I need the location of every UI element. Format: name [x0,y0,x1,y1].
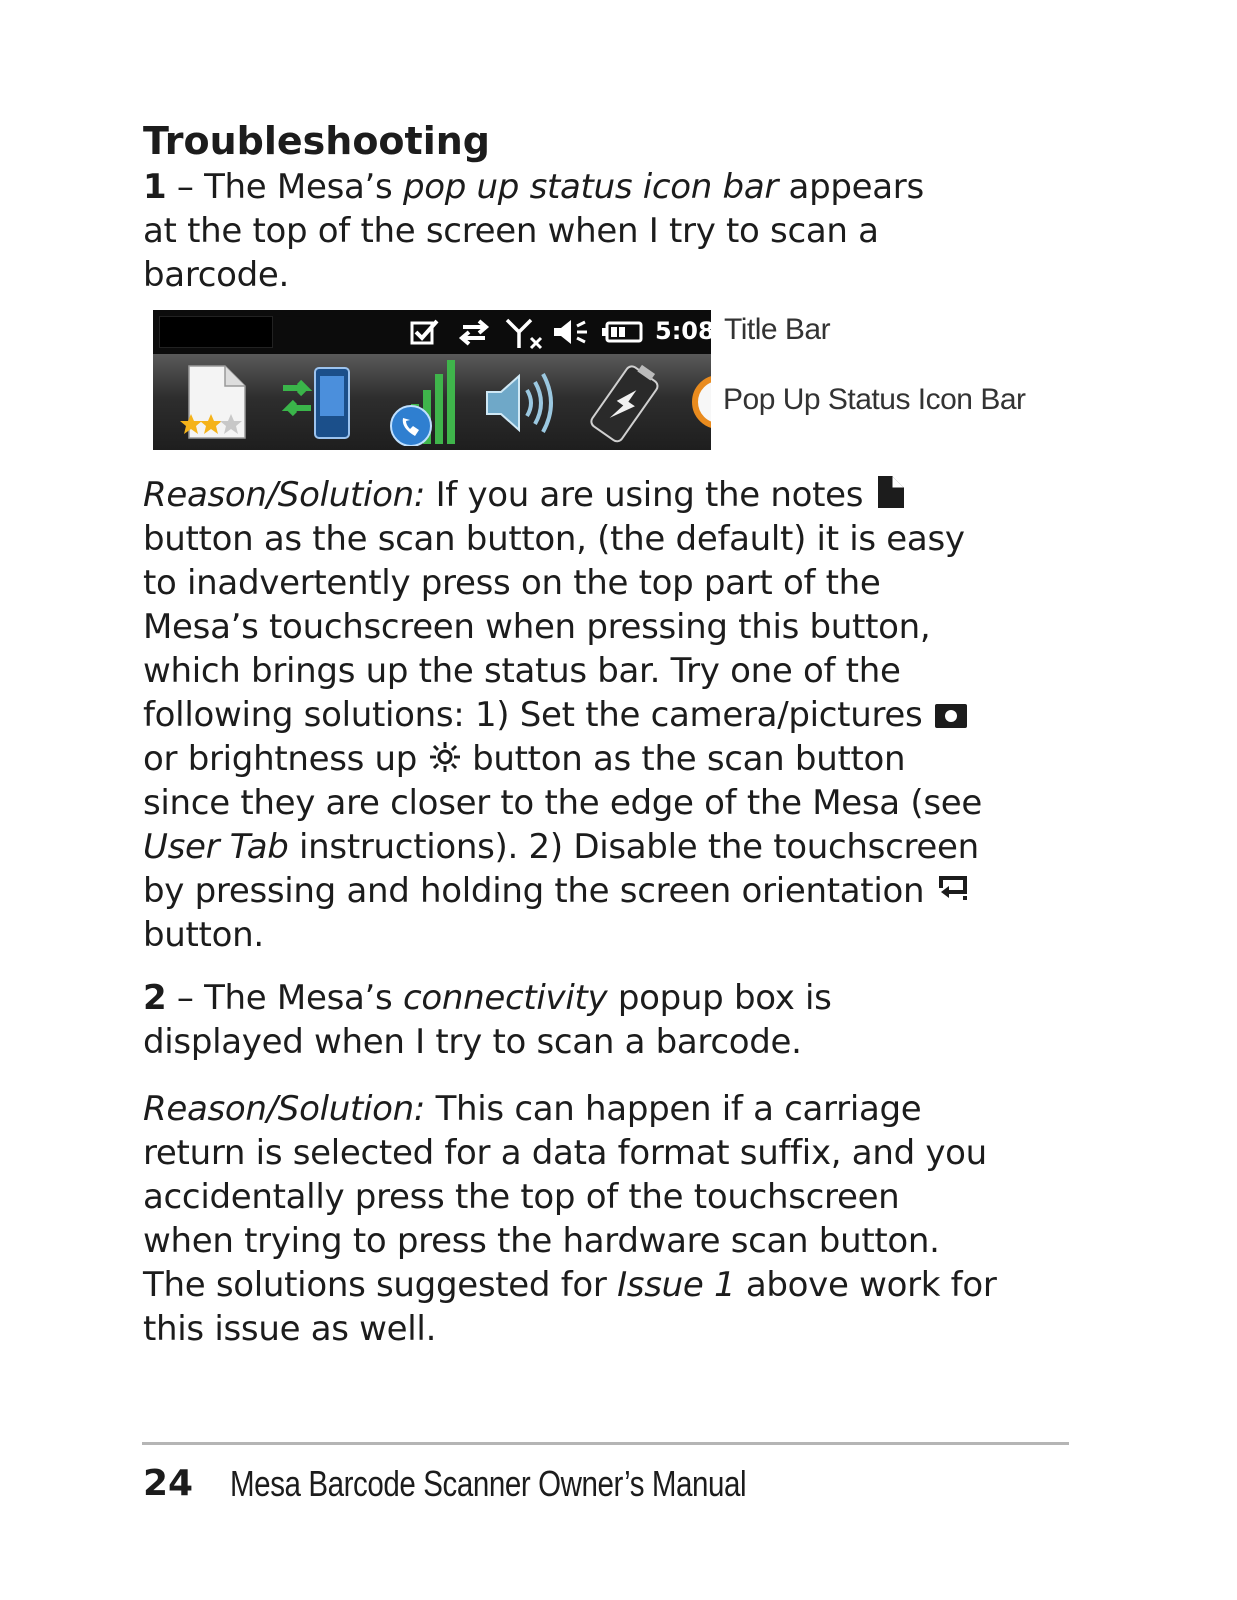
no-signal-icon [505,318,545,350]
brightness-icon [428,740,462,774]
issue-2-solution [143,1087,1088,1351]
text-emphasis: Reason/Solution: [143,1089,426,1129]
title-bar-label: Title Bar [724,313,831,346]
text-line: button as the scan button, (the default) it is easy [143,519,965,559]
text: The solutions suggested for [143,1265,618,1305]
text-line: at the top of the screen when I try to scan a [143,211,879,251]
text-line: barcode. [143,255,290,295]
text-line: which brings up the status bar. Try one of the [143,651,901,691]
text: button as the scan button [461,739,906,779]
text: – The Mesa’s [166,167,403,207]
text-emphasis: Reason/Solution: [143,475,426,515]
issue-number: 2 [143,978,167,1018]
text-line: when trying to press the hardware scan button. [143,1221,940,1261]
text: or brightness up [143,739,418,779]
issue-2-question [143,976,1088,1064]
text-line: since they are closer to the edge of the Mesa (see [143,783,982,823]
sync-arrows-icon [455,318,493,346]
text-emphasis: connectivity [402,978,608,1018]
connectivity-icon [281,362,361,444]
text-line: return is selected for a data format suffix, and you [143,1133,987,1173]
manual-title: Mesa Barcode Scanner Owner’s Manual [230,1463,747,1504]
pop-up-status-icon-bar-label: Pop Up Status Icon Bar [723,383,1026,416]
text-emphasis: User Tab [143,827,289,867]
partial-clock-icon [691,374,711,430]
issue-1-question [143,165,1088,297]
text: appears [778,167,924,207]
text-line: button. [143,915,264,955]
text-line: this issue as well. [143,1309,437,1349]
text: popup box is [607,978,832,1018]
footer-divider [142,1442,1069,1445]
text-line: to inadvertently press on the top part of the [143,563,881,603]
phone-signal-icon [385,358,457,446]
issue-number: 1 [143,167,167,207]
issue-1-solution [143,473,1088,957]
text-line: Mesa’s touchscreen when pressing this button, [143,607,931,647]
text: by pressing and holding the screen orientation [143,871,925,911]
status-bar-screenshot [153,310,715,450]
text-line: accidentally press the top of the touchscreen [143,1177,900,1217]
clock: 5:08 [655,317,715,345]
redacted-area [159,316,273,348]
section-heading: Troubleshooting [143,119,490,163]
battery-icon [601,318,645,346]
text: This can happen if a carriage [425,1089,922,1129]
text-line: displayed when I try to scan a barcode. [143,1022,802,1062]
text: – The Mesa’s [166,978,403,1018]
text-emphasis: pop up status icon bar [402,167,779,207]
text: following solutions: 1) Set the camera/pictures [143,695,923,735]
camera-icon [933,700,969,730]
checkbox-icon [409,318,441,346]
speaker-volume-icon [483,368,563,438]
notes-icon [874,474,908,510]
notes-document-icon [175,364,255,440]
text: instructions). 2) Disable the touchscreen [288,827,979,867]
page-number: 24 [143,1463,194,1504]
text-emphasis: Issue 1 [617,1265,736,1305]
text: above work for [735,1265,997,1305]
pop-up-status-icon-bar [153,354,711,450]
screen-orientation-icon [935,872,971,906]
battery-status-icon [587,360,663,446]
volume-mute-icon [551,318,593,346]
title-bar [153,310,715,354]
text: If you are using the notes [425,475,864,515]
